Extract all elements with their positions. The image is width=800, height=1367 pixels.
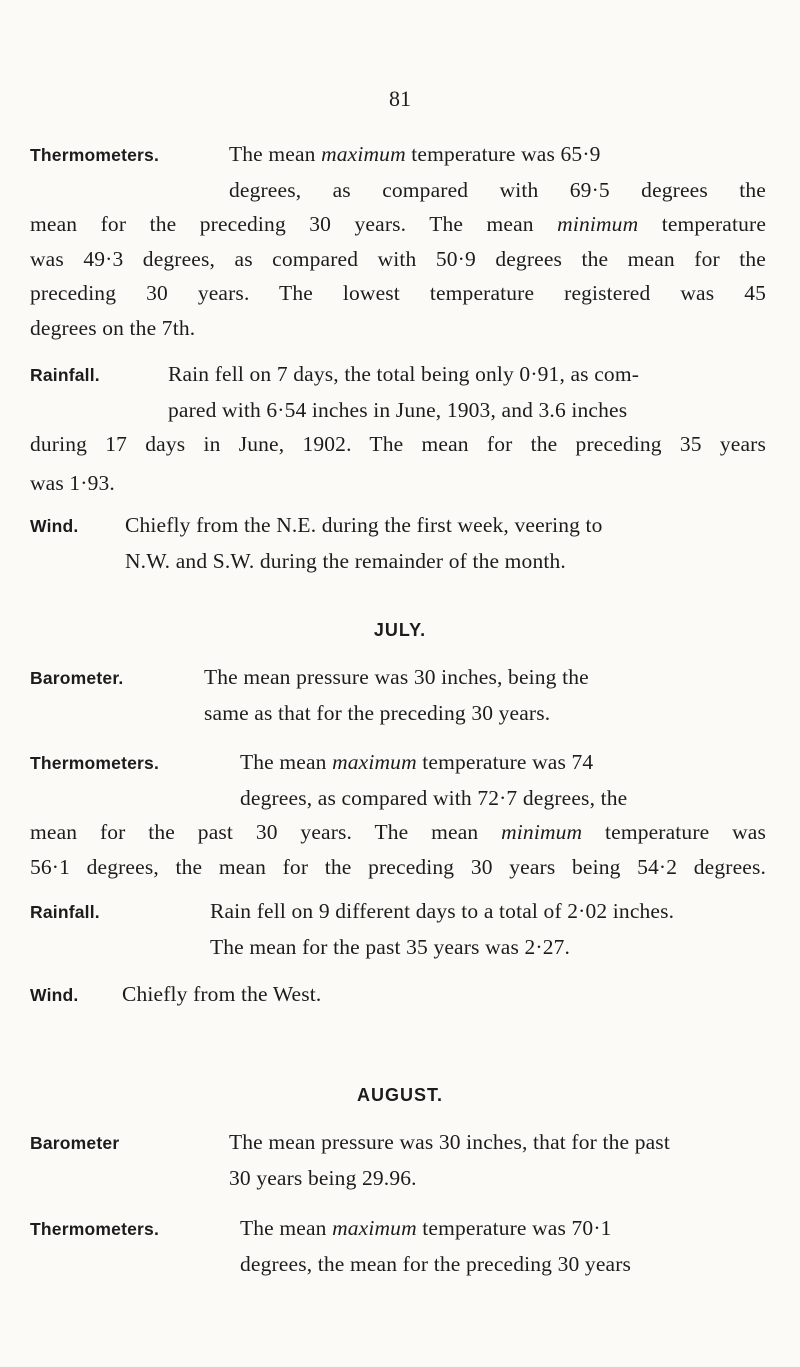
june-wind-paragraph bbox=[30, 508, 766, 578]
july-thermometers-maximum: maximum bbox=[332, 750, 417, 774]
july-wind-line-1: Chiefly from the West. bbox=[122, 982, 322, 1006]
august-title: AUGUST. bbox=[356, 1085, 443, 1105]
june-thermometers-line-3a: mean for the preceding 30 years. The mean bbox=[30, 212, 534, 236]
june-thermometers-minimum: minimum bbox=[557, 212, 639, 236]
july-thermometers-line-3a: mean for the past 30 years. The mean bbox=[30, 820, 479, 844]
august-thermometers-maximum: maximum bbox=[332, 1216, 417, 1240]
august-thermometers-heading: Thermometers. bbox=[30, 1219, 160, 1239]
june-thermometers-line-1b: temperature was 65·9 bbox=[411, 142, 601, 166]
june-thermometers-maximum: maximum bbox=[321, 142, 406, 166]
june-rainfall-line-1: Rain fell on 7 days, the total being only 0·91, as com- bbox=[168, 362, 640, 386]
july-barometer-heading: Barometer. bbox=[30, 668, 124, 688]
june-rainfall-line-4: was 1·93. bbox=[30, 470, 115, 495]
july-thermometers-paragraph bbox=[30, 745, 766, 884]
july-rainfall-line-2: The mean for the past 35 years was 2·27. bbox=[210, 934, 571, 959]
june-thermometers-line-3b: temperature bbox=[661, 212, 766, 236]
july-rainfall-line-1: Rain fell on 9 different days to a total of 2·02 inches. bbox=[210, 899, 675, 923]
august-thermometers-line-1a: The mean bbox=[240, 1216, 327, 1240]
june-thermometers-line-1a: The mean bbox=[229, 142, 316, 166]
june-thermometers-heading: Thermometers. bbox=[30, 145, 160, 165]
august-thermometers-line-2: degrees, the mean for the preceding 30 years bbox=[240, 1251, 632, 1276]
june-rainfall-line-2: pared with 6·54 inches in June, 1903, and 3.6 inches bbox=[168, 397, 628, 422]
august-barometer-line-1: The mean pressure was 30 inches, that for the past bbox=[229, 1130, 670, 1154]
page-number: 81 bbox=[389, 86, 411, 111]
july-thermometers-line-2: degrees, as compared with 72·7 degrees, the bbox=[240, 785, 628, 810]
july-thermometers-line-3 bbox=[30, 815, 766, 850]
june-thermometers-line-6: degrees on the 7th. bbox=[30, 315, 196, 340]
july-title: JULY. bbox=[373, 620, 427, 640]
july-barometer-paragraph bbox=[30, 660, 766, 730]
june-thermometers-line-5: preceding 30 years. The lowest temperature registered was 45 bbox=[30, 281, 766, 305]
august-barometer-paragraph bbox=[30, 1125, 766, 1195]
june-rainfall-line-3: during 17 days in June, 1902. The mean for the preceding 35 years bbox=[30, 432, 766, 456]
june-rainfall-heading: Rainfall. bbox=[30, 365, 100, 385]
july-thermometers-line-4: 56·1 degrees, the mean for the preceding 30 years being 54·2 degrees. bbox=[30, 854, 766, 879]
august-thermometers-line-1b: temperature was 70·1 bbox=[422, 1216, 612, 1240]
june-rainfall-paragraph bbox=[30, 357, 766, 500]
june-wind-heading: Wind. bbox=[30, 516, 79, 536]
june-wind-line-2: N.W. and S.W. during the remainder of the month. bbox=[125, 548, 566, 573]
july-thermometers-minimum: minimum bbox=[501, 820, 583, 844]
august-barometer-heading: Barometer bbox=[30, 1133, 120, 1153]
august-barometer-line-2: 30 years being 29.96. bbox=[229, 1165, 417, 1190]
july-thermometers-line-3b: temperature was bbox=[605, 820, 766, 844]
july-wind-paragraph bbox=[30, 977, 766, 1013]
july-thermometers-line-1b: temperature was 74 bbox=[422, 750, 594, 774]
june-wind-line-1: Chiefly from the N.E. during the first week, veering to bbox=[125, 513, 603, 537]
july-barometer-line-1: The mean pressure was 30 inches, being the bbox=[204, 665, 589, 689]
june-thermometers-line-4: was 49·3 degrees, as compared with 50·9 degrees the mean for the bbox=[30, 246, 766, 271]
july-rainfall-paragraph bbox=[30, 894, 766, 964]
june-thermometers-line-2: degrees, as compared with 69·5 degrees the bbox=[229, 177, 766, 202]
july-thermometers-line-1a: The mean bbox=[240, 750, 327, 774]
july-barometer-line-2: same as that for the preceding 30 years. bbox=[204, 700, 551, 725]
june-thermometers-paragraph bbox=[30, 137, 766, 345]
july-thermometers-heading: Thermometers. bbox=[30, 753, 160, 773]
august-thermometers-paragraph bbox=[30, 1211, 766, 1281]
july-wind-heading: Wind. bbox=[30, 985, 79, 1005]
july-rainfall-heading: Rainfall. bbox=[30, 902, 100, 922]
june-thermometers-line-3 bbox=[30, 207, 766, 242]
